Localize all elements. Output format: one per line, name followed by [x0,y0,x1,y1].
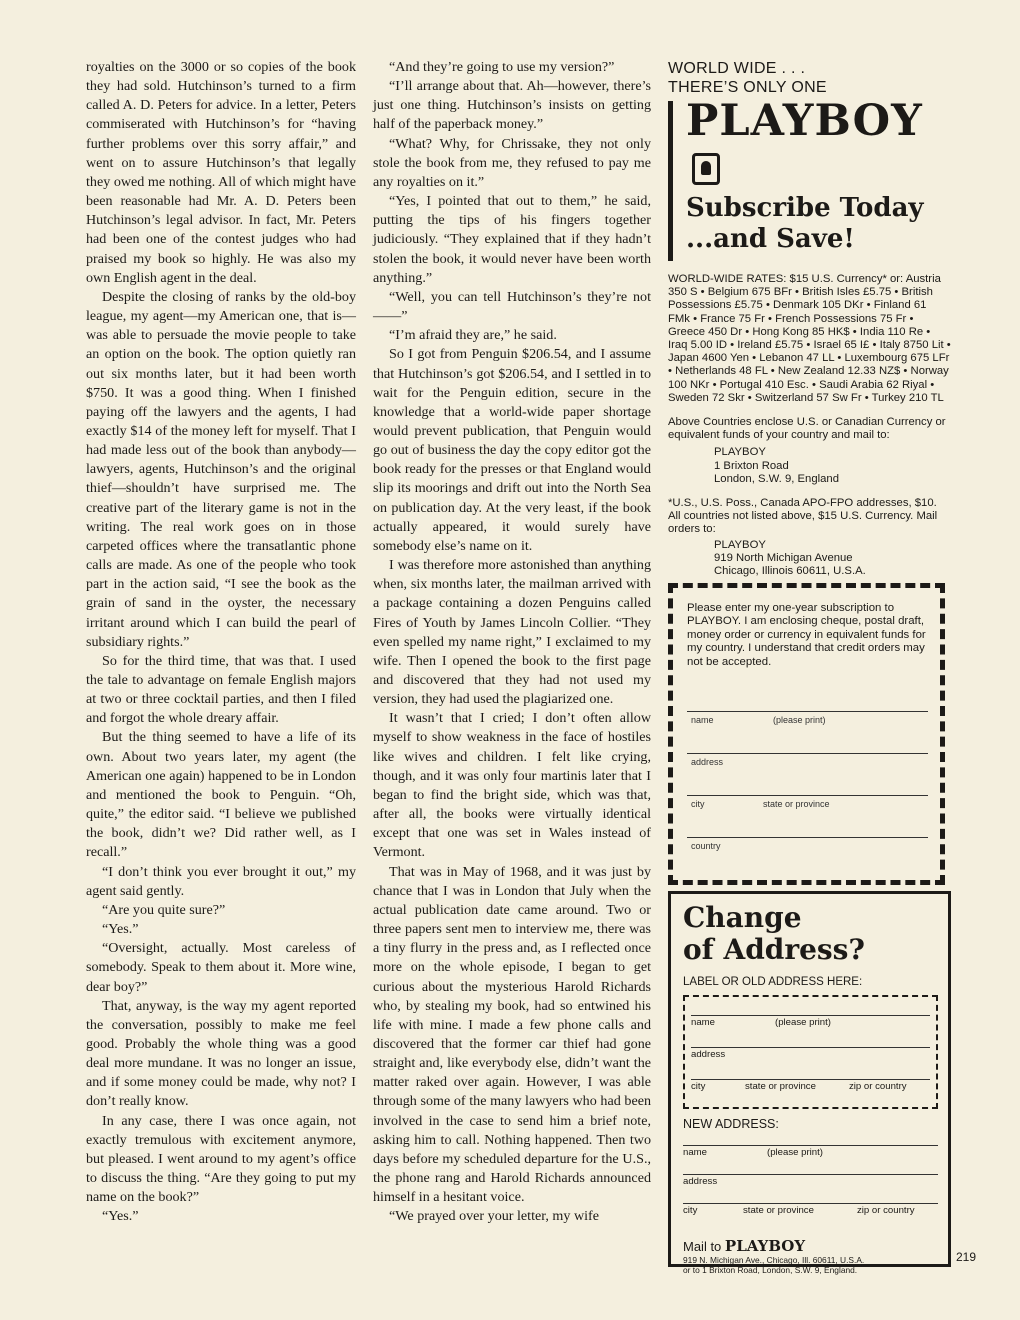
address-line: PLAYBOY [714,446,766,459]
brand-text: PLAYBOY [686,96,923,146]
paragraph: So for the third time, that was that. I used the tale to advantage on female English majors at two or three cocktail parties, and then I filed and forgot the whole dreary affair. [86,652,356,727]
field-label: (please print) [775,1017,831,1028]
field-label: state or province [763,799,830,810]
paragraph: “And they’re going to use my version?” [389,59,615,75]
ad-headline-1: WORLD WIDE . . . [668,60,806,77]
address-line: 919 North Michigan Avenue [714,551,853,564]
chicago-address [714,539,951,579]
coa-title-1: Change [683,901,802,934]
name-field[interactable] [687,711,928,726]
new-name-field[interactable] [683,1145,938,1174]
paragraph: “Oversight, actually. Most careless of somebody. Speak to them about it. More wine, dear boy?” [86,940,356,995]
address-line: PLAYBOY [714,538,766,551]
field-label: name [683,1147,707,1158]
paragraph: “What? Why, for Chrissake, they not only stole the book from me, they refused to pay me any royalties on it.” [373,135,651,190]
field-label: name [691,715,714,726]
coupon-text: Please enter my one-year subscription to PLAYBOY. I am enclosing cheque, postal draft, money order or currency in equivalent funds for my country. I understand that credit orders may not be accepted. [687,602,926,668]
us-rates-text: *U.S., U.S. Poss., Canada APO-FPO addresses, $10. All countries not listed above, $15 U.S. Currency. Mail orders to: [668,497,938,536]
new-city-field[interactable] [683,1203,938,1232]
field-label: country [691,841,721,852]
mail-address-1: 919 N. Michigan Ave., Chicago, Ill. 60611, U.S.A. [683,1255,865,1265]
old-name-field[interactable] [691,1015,930,1028]
field-label: zip or country [849,1081,907,1092]
field-label: address [691,757,724,768]
paragraph: “Are you quite sure?” [102,901,226,918]
new-address-label: NEW ADDRESS: [683,1117,779,1131]
paragraph: That was in May of 1968, and it was just by chance that I was in London that July when the actual publication date came around. Two or three papers sent men to interview me, there was a tiny flurry in the press and, as I reflected once more on the whole episode, I began to get curious about the mysterious Harold Richards who, by stealing my book, had so entwined his life with mine. I made a few phone calls and discovered that the former car thief had gone straight and, like everybody else, didn’t want the matter raked over again. However, I was able through some of the many lawyers who had been involved in the case to send him a brief note, asking him to call. Nothing happened. Then two days before my scheduled departure for the U.S., the phone rang and Harold Richards announced himself in a hesitant voice. [373,863,651,1206]
field-label: city [691,1081,706,1092]
paragraph: “I’ll arrange about that. Ah—however, there’s just one thing. Hutchinson’s insists on getting half of the paperback money.” [373,78,651,133]
paragraph: That, anyway, is the way my agent reported the conversation, possibly to make me feel good. Probably the whole thing was a good deal more mundane. It was no longer an issue, and if some money could be made, why not? I don’t really know. [86,997,356,1110]
paragraph: I was therefore more astonished than anything when, six months later, the mailman arrived with a package containing a dozen Penguins called Fires of Youth by James Lincoln Collier. “They even spelled my name right,” I exclaimed to my wife. Then I opened the book to the first page and discovered that they had not used my version, they had used the plagiarized one. [373,557,651,708]
field-label: name [691,1017,715,1028]
paragraph: In any case, there I was once again, not exactly tremulous with excitement anymore, but pleased. I went around to my agent’s office to discuss the thing. “Are they going to put my name on the book?” [86,1112,356,1206]
paragraph: “Well, you can tell Hutchinson’s they’re not——” [373,288,651,325]
subscription-coupon[interactable] [668,583,945,885]
subscribe-heading: Subscribe Today [686,193,924,223]
field-label: state or province [745,1081,816,1092]
field-label: city [691,799,705,810]
country-field[interactable] [687,837,928,852]
paragraph: But the thing seemed to have a life of its own. About two years later, my agent (the American one again) happened to be in London and mentioned the book to Penguin. “Oh, quite,” the editor said. “I believe we published the book, didn’t we? Did rather well, as I recall.” [86,729,356,861]
ad-headline-2: THERE’S ONLY ONE [668,79,827,96]
city-field[interactable] [687,795,928,810]
ad-accent-bar [668,101,673,261]
paragraph: “Yes.” [102,1208,139,1225]
above-countries-text: Above Countries enclose U.S. or Canadian Currency or equivalent funds of your country and mail to: [668,416,946,442]
rates-text: WORLD-WIDE RATES: $15 U.S. Currency* or: Austria 350 S • Belgium 675 BFr • British Isles £5.75 • British Possessions £5.75 • Denmark 105 DKr • Finland 61 FMk • France 75 Fr • French Possessions 75 Fr • Greece 450 Dr • Hong Kong 85 HK$ • India 110 Re • Iraq 5.00 ID • Ireland £5.75 • Israel 65 I£ • Italy 8750 Lit • Japan 4600 Yen • Lebanon 47 LL • Luxembourg 675 LFr • Netherlands 48 FL • New Zealand 12.33 NZ$ • Norway 100 NKr • Portugal 410 Esc. • Saudi Arabia 62 Riyal • Sweden 72 Skr • Switzerland 57 Sw Fr • Turkey 210 TL [668,273,951,404]
paragraph: “I’m afraid they are,” he said. [389,327,557,344]
old-address-box[interactable] [683,995,938,1109]
field-label: city [683,1205,698,1216]
field-label: address [691,1049,726,1060]
field-label: state or province [743,1205,814,1216]
old-city-field[interactable] [691,1079,930,1092]
paragraph: royalties on the 3000 or so copies of the book they had sold. Hutchinson’s turned to a firm called A. D. Peters for advice. In a letter, Peters commiserated with Hutchinson’s for “having further problems over this sorry affair,” and went on to assure Hutchinson’s that legally they owed me nothing. All of which might have been reasonable had Mr. A. D. Peters been Hutchinson’s legal advisor. In fact, Mr. Peters had been one of the contest judges who had praised my book so highly. He was also my own English agent in the deal. [86,59,356,286]
article-column-2 [373,58,651,1227]
address-field[interactable] [687,753,928,768]
london-address [714,446,951,486]
paragraph: “Yes.” [102,921,139,938]
old-address-label: LABEL OR OLD ADDRESS HERE: [683,976,863,988]
subscription-ad [668,59,951,852]
paragraph: Despite the closing of ranks by the old-boy league, my agent—my American one, that is—was able to persuade the movie people to take an option on the book. The option quietly ran out six months later, but it had been worth $750. It was a good thing. When I finished paying off the lawyers and the agents, I had exactly $14 of the money left for myself. That I had made less out of the book than anybody—lawyers, agents, Hutchinson’s and the original thief—shouldn’t have surprised me. The creative part of the literary game is not in the writing. The real work goes on in those carpeted offices where the transatlantic phone calls are made. As one of the people who took part in the action said, “I see the book as the grain of sand in the oyster, the necessary irritant around which I can build the pearl of subsidiary rights.” [86,288,356,650]
old-address-field[interactable] [691,1047,930,1060]
field-label: (please print) [773,715,826,726]
paragraph: So I got from Penguin $206.54, and I assume that Hutchinson’s got $206.54, and I settled in to wait for the Penguin edition, secure in the knowledge that a world-wide paper shortage would prevent publication, that Penguin would go out of business the day the copy editor got the book ready for the presses or that England would slip its moorings and drift out into the North Sea on publication day. At the very least, if the book actually appeared, it would surely have somebody else’s name on it. [373,346,651,554]
mail-brand: PLAYBOY [724,1237,806,1255]
address-line: 1 Brixton Road [714,459,789,472]
change-of-address-form [668,891,951,1275]
page-number: 219 [956,1250,977,1264]
address-line: Chicago, Illinois 60611, U.S.A. [714,565,866,578]
playboy-logo [686,97,951,193]
save-heading: ...and Save! [686,224,855,254]
paragraph: “Yes, I pointed that out to them,” he said, putting the tips of his fingers together judiciously. “They explained that if they hadn’t stolen the book, it would never have been worth anything.” [373,193,651,286]
new-address-field[interactable] [683,1174,938,1203]
address-line: London, S.W. 9, England [714,472,839,485]
field-label: address [683,1176,718,1187]
field-label: zip or country [857,1205,915,1216]
mail-to-text: Mail to [683,1239,722,1254]
article-column-1 [86,58,356,1227]
paragraph: “We prayed over your letter, my wife [389,1208,600,1225]
paragraph: It wasn’t that I cried; I don’t often allow myself to show weakness in the face of hostiles like wives and children. I felt like crying, though, and it was only four martinis later that I began to find the bright side, which was that, after all, the books were virtually identical except that one was set in Wales instead of Vermont. [373,710,651,861]
rabbit-head-icon [692,153,720,185]
mail-address-2: or to 1 Brixton Road, London, S.W. 9, England. [683,1265,858,1275]
mail-to-line [683,1237,938,1255]
coa-title-2: of Address? [683,933,865,966]
paragraph: “I don’t think you ever brought it out,” my agent said gently. [86,863,356,899]
field-label: (please print) [767,1147,823,1158]
